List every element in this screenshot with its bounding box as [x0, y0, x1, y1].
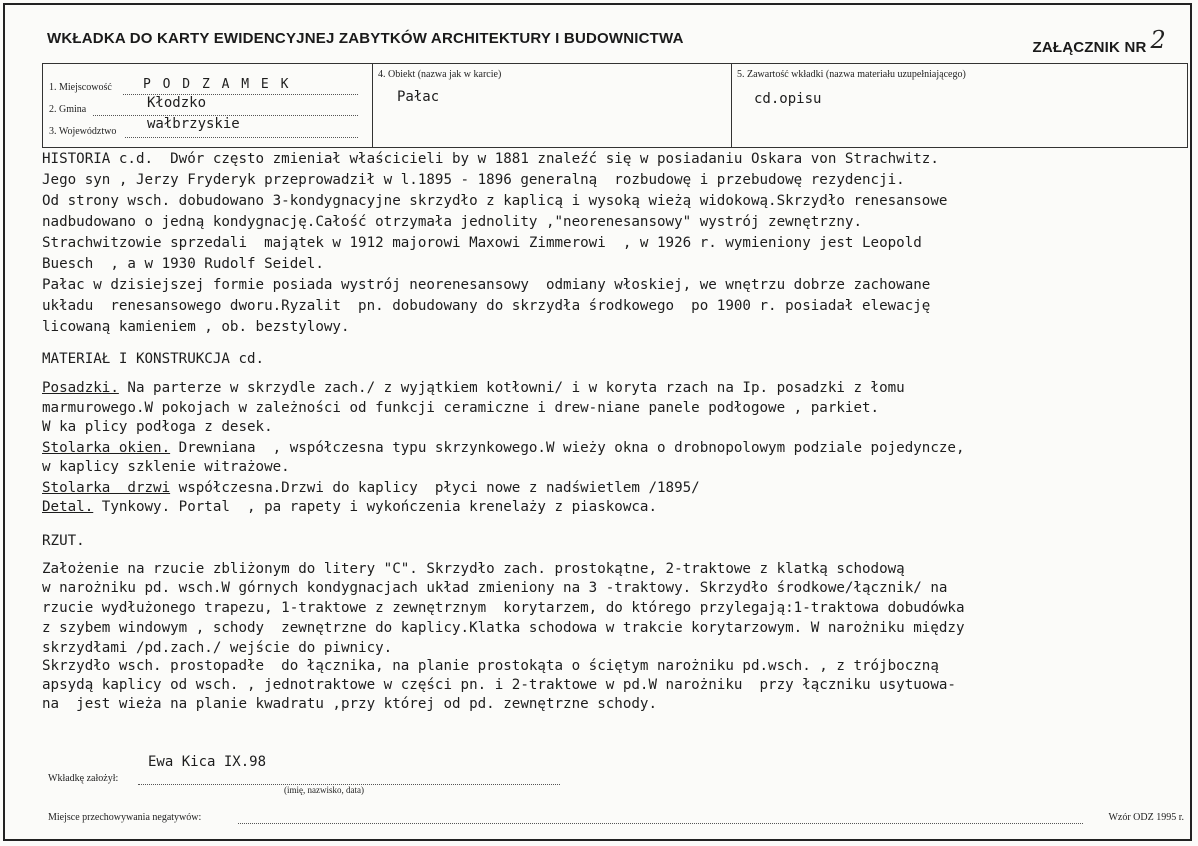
- material-heading: MATERIAŁ I KONSTRUKCJA cd.: [42, 351, 265, 367]
- historia-line: Pałac w dzisiejszej formie posiada wystrój neorenesansowy odmiany włoskiej, we wnętrzu dobrze zachowane: [42, 277, 931, 293]
- obiekt-value: Pałac: [397, 89, 440, 105]
- rzut-line: w narożniku pd. wsch.W górnych kondygnacjach układ zmieniony na 3 -traktowy. Skrzydło środkowe/łącznik/ na: [42, 580, 948, 596]
- obiekt-label: 4. Obiekt (nazwa jak w karcie): [378, 69, 502, 80]
- wojewodztwo-line: [125, 137, 358, 138]
- zawartosc-value: cd.opisu: [754, 91, 822, 107]
- form-title: WKŁADKA DO KARTY EWIDENCYJNEJ ZABYTKÓW ARCHITEKTURY I BUDOWNICTWA: [47, 30, 684, 47]
- miejscowosc-value: P O D Z A M E K: [143, 77, 291, 92]
- zawartosc-label: 5. Zawartość wkładki (nazwa materiału uzupełniającego): [737, 69, 966, 80]
- content-cell: [732, 64, 1187, 147]
- signature: Ewa Kica IX.98: [148, 754, 267, 770]
- gmina-value: Kłodzko: [147, 95, 207, 111]
- wkladke-label: Wkładkę założył:: [48, 773, 119, 784]
- miejscowosc-label: 1. Miejscowość: [49, 82, 112, 93]
- posadzki-line: [42, 379, 905, 397]
- posadzki-line: marmurowego.W pokojach w zależności od funkcji ceramiczne i drew-niane panele podłogowe , parkiet.: [42, 400, 880, 416]
- okien-line: [42, 439, 965, 457]
- historia-line: Jego syn , Jerzy Fryderyk przeprowadził w l.1895 - 1896 generalną rozbudowę i przebudowę rezydencji.: [42, 172, 905, 188]
- historia-line: Buesch , a w 1930 Rudolf Seidel.: [42, 256, 324, 272]
- okien-line: w kaplicy szklenie witrażowe.: [42, 459, 290, 475]
- rzut-line: skrzydłami /pd.zach./ wejście do piwnicy.: [42, 640, 393, 656]
- annex-label-text: ZAŁĄCZNIK NR: [1032, 39, 1147, 56]
- detal-line: [42, 498, 657, 516]
- okien-text: Drewniana , współczesna typu skrzynkowego.W wieży okna o drobnopolowym podziale pojedyncze,: [170, 440, 965, 456]
- historia-line: nadbudowano o jedną kondygnację.Całość otrzymała jednolity ,"neorenesansowy" wystrój zewnętrzny.: [42, 214, 862, 230]
- posadzki-text: Na parterze w skrzydle zach./ z wyjątkiem kotłowni/ i w koryta rzach na Ip. posadzki z łomu: [118, 380, 905, 396]
- drzwi-text: współczesna.Drzwi do kaplicy płyci nowe z nadświetlem /1895/: [170, 480, 700, 496]
- wojewodztwo-label: 3. Województwo: [49, 126, 117, 137]
- okien-label: Stolarka okien.: [42, 440, 171, 456]
- posadzki-label: Posadzki.: [42, 380, 119, 396]
- object-cell: [373, 64, 732, 147]
- historia-line: HISTORIA c.d. Dwór często zmieniał właścicieli by w 1881 znaleźć się w posiadaniu Oskara von Strachwitz.: [42, 151, 939, 167]
- sign-caption: (imię, nazwisko, data): [284, 785, 364, 795]
- annex-label: [1032, 26, 1166, 58]
- rzut-line: na jest wieża na planie kwadratu ,przy której od pd. zewnętrzne schody.: [42, 696, 657, 712]
- gmina-label: 2. Gmina: [49, 104, 87, 115]
- drzwi-label: Stolarka drzwi: [42, 480, 171, 496]
- rzut-line: apsydą kaplicy od wsch. , jednotraktowe w części pn. i 2-traktowe w pd.W narożniku przy łączniku usytuowa-: [42, 677, 956, 693]
- historia-line: Od strony wsch. dobudowano 3-kondygnacyjne skrzydło z kaplicą i wysoką wieżą widokową.Skrzydło renesansowe: [42, 193, 948, 209]
- form-code: Wzór ODZ 1995 r.: [1108, 812, 1184, 823]
- historia-line: Strachwitzowie sprzedali majątek w 1912 majorowi Maxowi Zimmerowi , w 1926 r. wymieniony jest Leopold: [42, 235, 922, 251]
- rzut-line: Założenie na rzucie zbliżonym do litery "C". Skrzydło zach. prostokątne, 2-traktowe z klatką schodową: [42, 561, 905, 577]
- annex-number: 2: [1150, 26, 1166, 54]
- negatywy-line: [238, 823, 1083, 824]
- rzut-heading: RZUT.: [42, 533, 85, 549]
- historia-line: licowaną kamieniem , ob. bezstylowy.: [42, 319, 350, 335]
- posadzki-line: W ka plicy podłoga z desek.: [42, 419, 273, 435]
- historia-line: układu renesansowego dworu.Ryzalit pn. dobudowany do skrzydła środkowego po 1900 r. posiadał elewację: [42, 298, 931, 314]
- negatywy-label: Miejsce przechowywania negatywów:: [48, 812, 202, 823]
- fields-box: [42, 63, 1188, 148]
- detal-text: Tynkowy. Portal , pa rapety i wykończenia krenelaży z piaskowca.: [93, 499, 657, 515]
- detal-label: Detal.: [42, 499, 94, 515]
- wojewodztwo-value: wałbrzyskie: [147, 116, 240, 132]
- rzut-line: Skrzydło wsch. prostopadłe do łącznika, na planie prostokąta o ściętym narożniku pd.wsch. , z trójboczną: [42, 658, 939, 674]
- rzut-line: rzucie wydłużonego trapezu, 1-traktowe z zewnętrznym korytarzem, do którego przylegają:1-traktowa dobudówka: [42, 600, 965, 616]
- drzwi-line: [42, 479, 700, 497]
- rzut-line: z szybem windowym , schody zewnętrzne do kaplicy.Klatka schodowa w trakcie korytarzowym. W narożniku między: [42, 620, 965, 636]
- location-cell: [43, 64, 373, 147]
